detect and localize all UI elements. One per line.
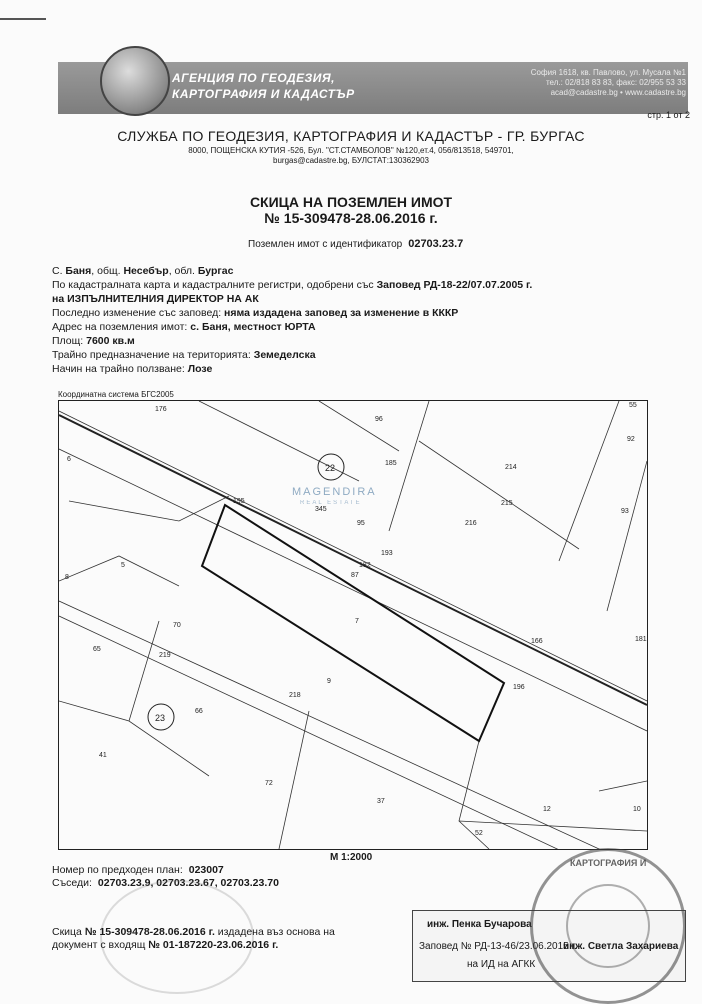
map-label: 65	[93, 646, 101, 653]
watermark-logo: MAGENDIRA	[292, 486, 377, 498]
footer-line2	[52, 939, 335, 952]
parcel-boundary	[599, 781, 647, 791]
subject-parcel-7	[202, 505, 504, 741]
scan-artifact-line	[0, 18, 46, 20]
map-scale: M 1:2000	[330, 852, 373, 863]
map-label: 95	[357, 520, 365, 527]
issued-text: издадена въз основа на	[217, 926, 335, 938]
previous-plan-label: Номер по предходен план:	[52, 864, 183, 876]
property-info	[52, 264, 672, 376]
map-label: 10	[633, 806, 641, 813]
usage-label: Начин на трайно ползване:	[52, 363, 185, 375]
document-number: № 15-309478-28.06.2016 г.	[264, 210, 438, 226]
identifier-value: 02703.23.7	[408, 238, 464, 250]
parcel-boundary	[69, 496, 229, 521]
last-change-line	[52, 306, 672, 320]
map-label: 41	[99, 752, 107, 759]
municipality-value: Несебър	[123, 265, 169, 277]
purpose-line	[52, 348, 672, 362]
stamp-order-by: на ИД на АГКК	[467, 959, 536, 970]
agency-contact-line1: София 1618, кв. Павлово, ул. Мусала №1	[530, 68, 686, 77]
last-change-value: няма издадена заповед за изменение в КККР	[224, 307, 459, 319]
map-label: 182	[359, 562, 371, 569]
previous-plan-line	[52, 864, 279, 877]
neighbours-value: 02703.23.9, 02703.23.67, 02703.23.70	[97, 877, 279, 889]
map-label: 22	[325, 463, 336, 473]
map-label: 176	[155, 406, 167, 413]
director-name: инж. Светла Захариева	[563, 941, 679, 952]
map-label: 215	[501, 500, 513, 507]
parcel-boundary	[419, 441, 579, 549]
incoming-number: № 01-187220-23.06.2016 г.	[148, 939, 279, 951]
map-label: 181	[635, 636, 647, 643]
office-email-bulstat: burgas@cadastre.bg, БУЛСТАТ:130362903	[273, 156, 429, 165]
neighbours-label: Съседи:	[52, 877, 92, 889]
area-label: Площ:	[52, 335, 84, 347]
map-label: 216	[465, 520, 477, 527]
map-label: 219	[159, 652, 171, 659]
page-number: стр. 1 от 2	[647, 110, 690, 120]
agency-name-line2: КАРТОГРАФИЯ И КАДАСТЪР	[172, 87, 355, 101]
watermark-subtitle: REAL ESTATE	[300, 500, 362, 506]
usage-value: Лозе	[187, 363, 213, 375]
region-value: Бургас	[197, 265, 234, 277]
usage-line	[52, 362, 672, 376]
office-title: СЛУЖБА ПО ГЕОДЕЗИЯ, КАРТОГРАФИЯ И КАДАСТЪР - ГР. БУРГАС	[117, 128, 585, 144]
map-label: 5	[121, 562, 125, 569]
footer-text	[52, 926, 335, 952]
last-change-label: Последно изменение със заповед:	[52, 307, 222, 319]
approval-line	[52, 278, 672, 292]
previous-plan-value: 023007	[188, 864, 224, 876]
map-label: 7	[355, 618, 359, 625]
round-stamp-text: КАРТОГРАФИЯ И	[570, 858, 647, 868]
parcel-boundary	[59, 616, 647, 850]
agency-contact-line2: тел.: 02/818 83 83, факс: 02/955 53 33	[545, 78, 686, 87]
approval-text: По кадастралната карта и кадастралните регистри, одобрени със	[52, 279, 374, 291]
document-title	[0, 194, 702, 226]
municipality-label: , общ.	[91, 265, 121, 277]
area-value: 7600 кв.м	[86, 335, 135, 347]
document-title-text: СКИЦА НА ПОЗЕМЛЕН ИМОТ	[249, 194, 453, 210]
map-label: 37	[377, 798, 385, 805]
parcel-boundary	[607, 461, 647, 611]
map-label: 218	[289, 692, 301, 699]
parcel-boundary	[59, 556, 179, 586]
map-label: 345	[315, 506, 327, 513]
village-value: Баня	[65, 265, 92, 277]
village-label: С.	[52, 265, 63, 277]
parcel-boundary	[319, 401, 399, 451]
map-label: 8	[65, 574, 69, 581]
map-label: 72	[265, 780, 273, 787]
office-address-line: 8000, ПОЩЕНСКА КУТИЯ -526, Бул. "СТ.СТАМБОЛОВ" №120,ет.4, 056/813518, 549701,	[188, 146, 514, 155]
parcel-boundary	[59, 701, 209, 776]
agency-logo-globe-icon	[100, 46, 170, 116]
map-label: 9	[327, 678, 331, 685]
map-label: 193	[381, 550, 393, 557]
map-label: 92	[627, 436, 635, 443]
document-text: документ с входящ	[52, 939, 146, 951]
identifier-label: Поземлен имот с идентификатор	[248, 239, 403, 250]
order-by: на ИЗПЪЛНИТЕЛНИЯ ДИРЕКТОР НА АК	[52, 293, 259, 305]
map-label: 66	[195, 708, 203, 715]
parcel-boundary	[459, 821, 647, 831]
agency-name	[172, 70, 355, 102]
parcel-boundary	[559, 401, 619, 561]
map-label: 195	[233, 498, 245, 505]
sketch-number: № 15-309478-28.06.2016 г.	[84, 926, 215, 938]
area-line	[52, 334, 672, 348]
office-address	[0, 146, 702, 166]
purpose-value: Земеделска	[253, 349, 316, 361]
map-label: 96	[375, 416, 383, 423]
map-label: 6	[67, 456, 71, 463]
map-label: 185	[385, 460, 397, 467]
engineer-name: инж. Пенка Бучарова	[427, 919, 532, 930]
official-round-stamp-inner	[566, 884, 650, 968]
address-value: с. Баня, местност ЮРТА	[190, 321, 316, 333]
cadastral-map	[58, 400, 648, 850]
identifier-line	[248, 238, 463, 250]
map-label: 70	[173, 622, 181, 629]
map-label: 214	[505, 464, 517, 471]
order-by-line	[52, 292, 672, 306]
agency-contact-line3: acad@cadastre.bg • www.cadastre.bg	[550, 88, 686, 97]
map-label: 12	[543, 806, 551, 813]
map-label: 23	[155, 713, 166, 723]
map-label: 87	[351, 572, 359, 579]
parcel-boundary	[279, 711, 309, 849]
address-label: Адрес на поземления имот:	[52, 321, 188, 333]
agency-name-line1: АГЕНЦИЯ ПО ГЕОДЕЗИЯ,	[172, 71, 335, 85]
map-label: 166	[531, 638, 543, 645]
map-label: 52	[475, 830, 483, 837]
location-line	[52, 264, 672, 278]
coordinate-system-caption: Координатна система БГС2005	[58, 390, 174, 399]
region-label: , обл.	[168, 265, 195, 277]
parcel-boundary	[59, 601, 647, 850]
address-line	[52, 320, 672, 334]
map-label: 55	[629, 402, 637, 409]
sketch-label: Скица	[52, 926, 82, 938]
approval-order: Заповед РД-18-22/07.07.2005 г.	[376, 279, 533, 291]
map-label: 196	[513, 684, 525, 691]
agency-contact	[510, 68, 686, 98]
purpose-label: Трайно предназначение на територията:	[52, 349, 251, 361]
footer-line1	[52, 926, 335, 939]
stamp-order-line: Заповед № РД-13-46/23.06.2015 г.	[419, 941, 577, 952]
parcel-boundary	[459, 741, 489, 849]
map-label: 93	[621, 508, 629, 515]
